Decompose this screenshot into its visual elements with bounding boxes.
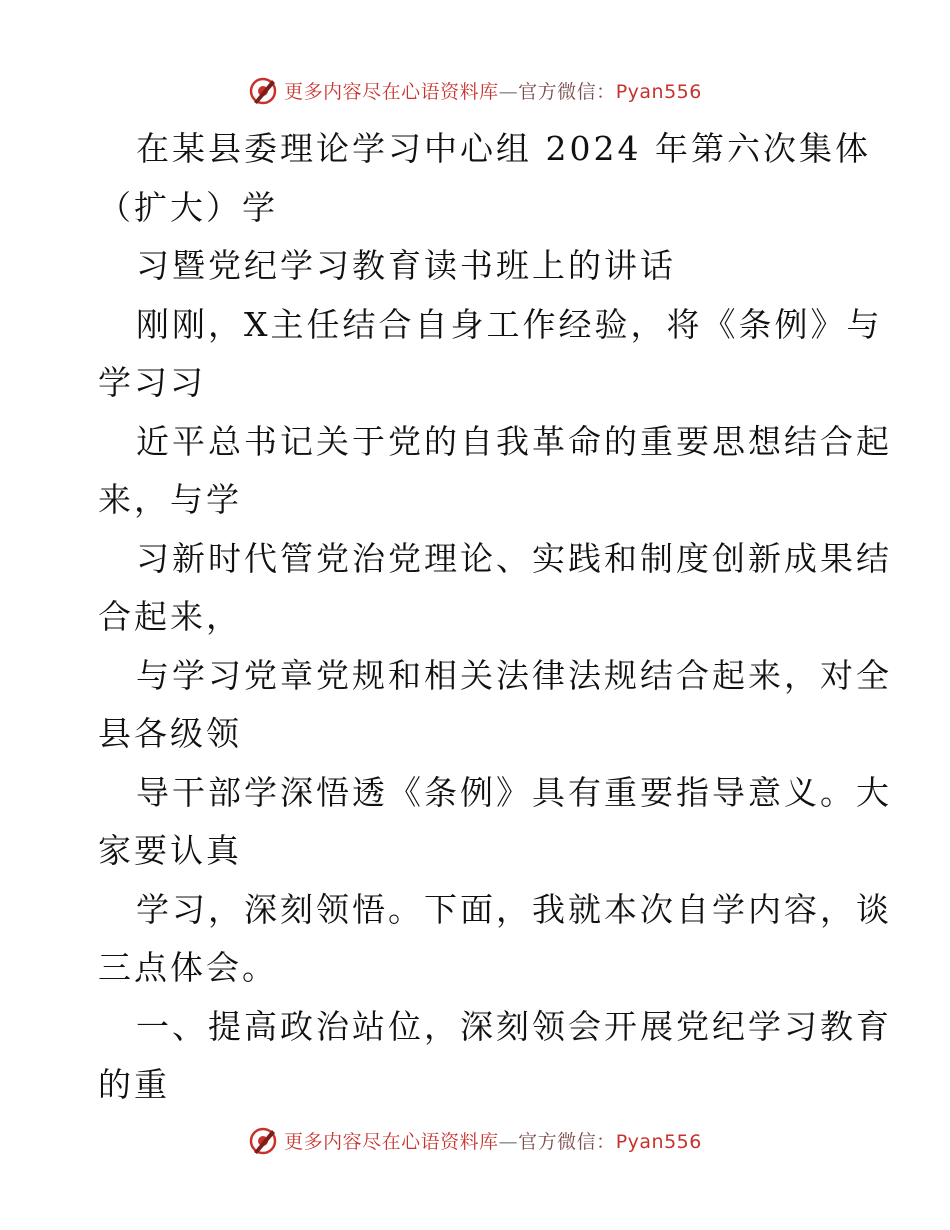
text-line: 家要认真: [98, 831, 242, 870]
text-line: 合起来，: [98, 597, 242, 636]
text-line: 学习，深刻领悟。下面，我就本次自学内容，谈: [136, 889, 892, 929]
text-line: 县各级领: [98, 714, 242, 753]
text-line: 学习习: [98, 363, 206, 402]
text-line: 在某县委理论学习中心组 2024 年第六次集体: [136, 129, 871, 168]
text-line: 一、提高政治站位，深刻领会开展党纪学习教育: [136, 1006, 892, 1046]
text-line: （扩大）学: [98, 187, 278, 227]
text-line: 习暨党纪学习教育读书班上的讲话: [136, 246, 676, 285]
footer-watermark: [0, 1122, 950, 1158]
text-line: 来，与学: [98, 480, 242, 519]
document-body: [98, 120, 892, 1115]
text-line: 的重: [98, 1065, 170, 1104]
text-line: 导干部学深悟透《条例》具有重要指导意义。大: [136, 772, 892, 812]
text-line: 刚刚，X主任结合自身工作经验，将《条例》与: [136, 304, 883, 344]
text-line: 与学习党章党规和相关法律法规结合起来，对全: [136, 655, 892, 695]
watermark-text: 更多内容尽在心语资料库—官方微信：Pyan556: [284, 1130, 702, 1153]
quill-on-circle-icon: [248, 75, 278, 105]
text-line: 习新时代管党治党理论、实践和制度创新成果结: [136, 538, 892, 578]
watermark-text: 更多内容尽在心语资料库—官方微信：Pyan556: [284, 80, 702, 103]
text-line: 三点体会。: [98, 948, 278, 987]
text-line: 近平总书记关于党的自我革命的重要思想结合起: [136, 421, 892, 461]
header-watermark: [0, 72, 950, 108]
quill-on-circle-icon: [248, 1125, 278, 1155]
